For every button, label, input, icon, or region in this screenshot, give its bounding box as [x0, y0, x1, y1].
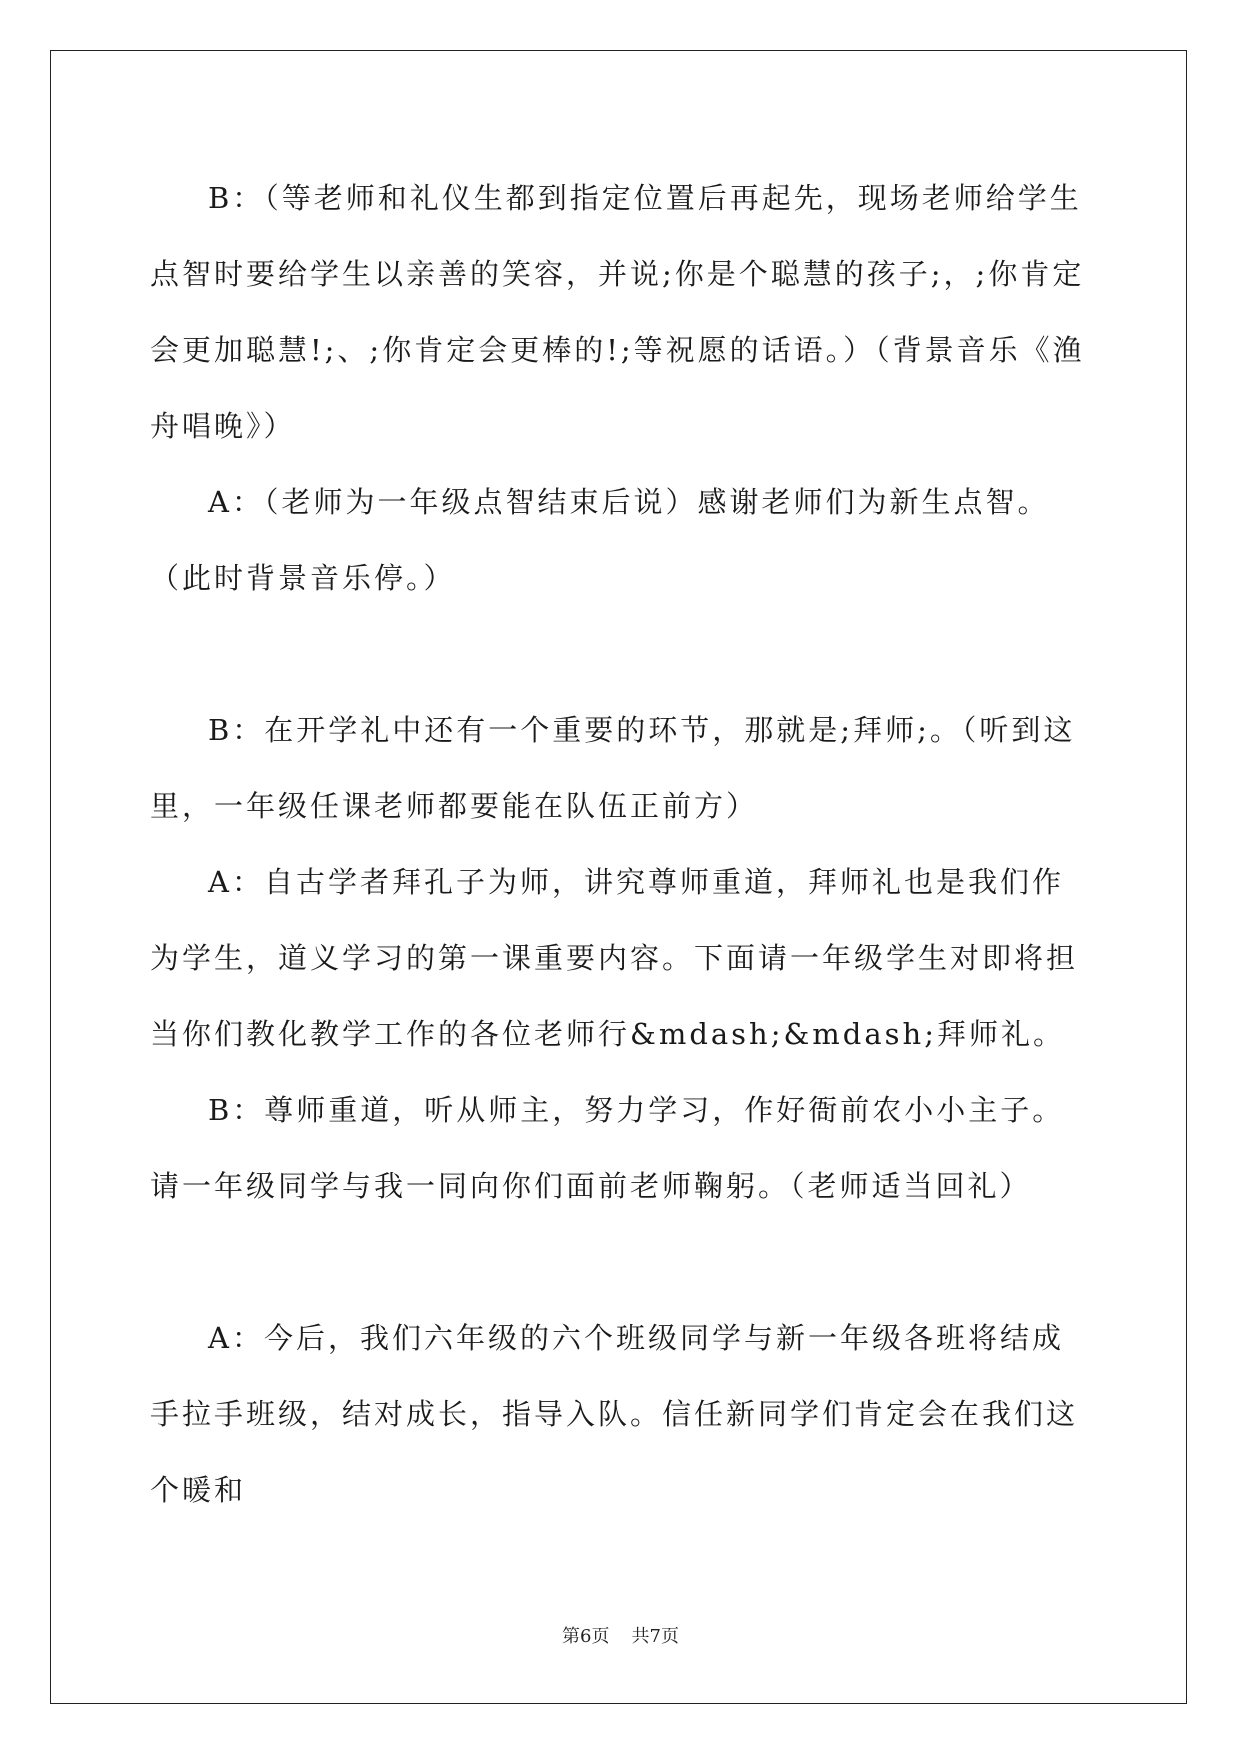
paragraph-a-thanks: A：（老师为一年级点智结束后说）感谢老师们为新生点智。（此时背景音乐停。） [150, 485, 1050, 595]
page-total: 共7页 [631, 1626, 679, 1647]
paragraph-a-future: A：今后，我们六年级的六个班级同学与新一年级各班将结成手拉手班级，结对成长，指导入队。信任新同学们肯定会在我们这个暖和 [150, 1321, 1079, 1507]
paragraph-gap [150, 1224, 1090, 1300]
paragraph-b-bow: B：尊师重道，听从师主，努力学习，作好衙前农小小主子。请一年级同学与我一同向你们面前老师鞠躬。（老师适当回礼） [150, 1093, 1065, 1203]
paragraph-b-point-wisdom: B：（等老师和礼仪生都到指定位置后再起先，现场老师给学生点智时要给学生以亲善的笑容，并说;你是个聪慧的孩子;，;你肯定会更加聪慧!;、;你肯定会更棒的!;等祝愿的话语。）（背景音乐《渔舟唱晚》） [150, 181, 1085, 443]
page-footer [0, 1622, 1241, 1648]
paragraph-gap [150, 616, 1090, 692]
paragraph-a-confucius: A：自古学者拜孔子为师，讲究尊师重道，拜师礼也是我们作为学生，道义学习的第一课重要内容。下面请一年级学生对即将担当你们教化教学工作的各位老师行&mdash;&mdash;拜师礼。 [150, 865, 1079, 1051]
document-body [150, 160, 1090, 1528]
paragraph-b-bai-shi: B：在开学礼中还有一个重要的环节，那就是;拜师;。（听到这里，一年级任课老师都要能在队伍正前方） [150, 713, 1076, 823]
page-number: 第6页 [562, 1626, 610, 1647]
